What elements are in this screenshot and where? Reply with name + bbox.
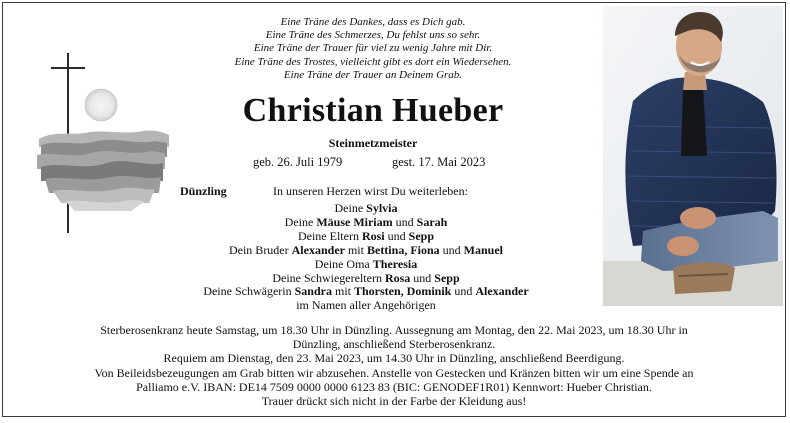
mourner-line: Deine Schwiegereltern Rosa und Sepp (272, 270, 460, 285)
mourner-line: Deine Schwägerin Sandra mit Thorsten, Dominik und Alexander (203, 284, 529, 299)
portrait-photo (603, 6, 783, 306)
mourner-line: Deine Mäuse Miriam und Sarah (284, 214, 448, 229)
birth-date: geb. 26. Juli 1979 (253, 155, 343, 169)
mourners-list (153, 202, 579, 313)
detail-line: Sterberosenkranz heute Samstag, um 18.30 Uhr in Dünzling. Aussegnung am Montag, den 22. Mai 2023, um 18.30 Uhr in (100, 323, 688, 337)
mourner-line: Deine Eltern Rosi und Sepp (297, 228, 434, 243)
deceased-name: Christian Hueber (242, 92, 504, 129)
mourner-line: Deine Sylvia (334, 201, 398, 215)
detail-line: Trauer drückt sich nicht in der Farbe der Kleidung aus! (261, 394, 527, 409)
place-name: Dünzling (180, 184, 227, 198)
detail-line: Dünzling, anschließend Sterberosenkranz. (292, 337, 496, 352)
poem-line: Eine Träne des Trostes, vielleicht gibt es dort ein Wiedersehen. (234, 55, 512, 68)
detail-line: Palliamo e.V. IBAN: DE14 7509 0000 0000 6123 83 (BIC: GENODEF1R01) Kennwort: Hueber Christian. (136, 379, 652, 394)
mourner-line: im Namen aller Angehörigen (296, 298, 436, 313)
cross-landscape-artwork (31, 43, 171, 233)
obituary-notice (2, 2, 786, 417)
poem (193, 16, 553, 82)
poem-line: Eine Träne des Schmerzes, Du fehlst uns so sehr. (265, 29, 481, 42)
intro-text: In unseren Herzen wirst Du weiterleben: (273, 184, 468, 198)
ceremony-details (13, 323, 775, 408)
mourner-line: Dein Bruder Alexander mit Bettina, Fiona und Manuel (228, 242, 503, 257)
detail-line: Requiem am Dienstag, den 23. Mai 2023, um 14.30 Uhr in Dünzling, anschließend Beerdigung. (163, 351, 625, 366)
death-date: gest. 17. Mai 2023 (392, 155, 486, 169)
poem-line: Eine Träne des Dankes, dass es Dich gab. (280, 16, 466, 28)
poem-line: Eine Träne der Trauer für viel zu wenig Jahre mit Dir. (253, 42, 493, 55)
detail-line: Von Beileidsbezeugungen am Grab bitten wir abzusehen. Anstelle von Gestecken und Kränzen bitten wir um eine Spende an (94, 365, 694, 380)
poem-line: Eine Träne der Trauer an Deinem Grab. (283, 68, 463, 81)
profession: Steinmetzmeister (328, 136, 418, 150)
mourner-line: Deine Oma Theresia (314, 256, 418, 271)
